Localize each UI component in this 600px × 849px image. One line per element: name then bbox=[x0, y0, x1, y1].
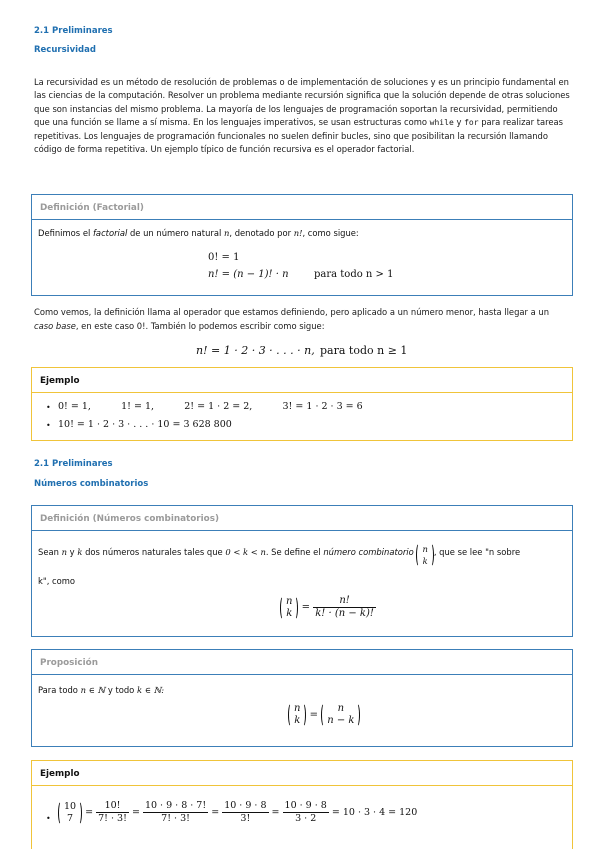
example-factorial-box bbox=[31, 367, 573, 441]
fraction-numerator: n! bbox=[313, 595, 376, 608]
fraction-1 bbox=[96, 800, 129, 825]
middle-line1: Como vemos, la definición llama al operador que estamos definiendo, pero aplicado a un número menor, hasta llegar a un bbox=[34, 307, 550, 317]
bullet: • bbox=[46, 814, 51, 823]
fraction-numerator: 10! bbox=[96, 800, 129, 813]
fraction-denominator: 3 · 2 bbox=[295, 813, 317, 824]
fraction-denominator: 7! · 3! bbox=[161, 813, 190, 824]
product-equation: n! = 1 · 2 · 3 · . . . · n, bbox=[196, 344, 315, 357]
example-combinatorial-box bbox=[31, 760, 573, 849]
definition-combinatorial-box bbox=[31, 505, 573, 637]
definition-factorial-heading: Definición (Factorial) bbox=[32, 195, 572, 220]
binom-top: n bbox=[337, 703, 345, 714]
definition-combinatorial-heading: Definición (Números combinatorios) bbox=[32, 506, 572, 531]
formula-binomial bbox=[280, 596, 298, 620]
middle-line2: , en este caso 0!. También lo podemos escribir como sigue: bbox=[75, 321, 325, 331]
prop-and: y todo bbox=[107, 685, 135, 695]
example-factorial-heading: Ejemplo bbox=[32, 368, 572, 393]
definition-factorial-box bbox=[31, 194, 573, 296]
product-equation-condition: para todo n ≥ 1 bbox=[320, 344, 408, 357]
def-text-d: , como sigue: bbox=[302, 228, 359, 238]
comb-y: y bbox=[69, 547, 75, 557]
fraction-denominator: 3! bbox=[240, 813, 251, 824]
paragraph-and: y bbox=[456, 117, 462, 128]
inline-binomial bbox=[416, 543, 433, 567]
factorial-eq1: 0! = 1 bbox=[208, 252, 240, 263]
factorial-intro bbox=[38, 228, 359, 238]
section-number-title: 2.1 Preliminares bbox=[34, 26, 113, 36]
fraction-denominator: 7! · 3! bbox=[98, 813, 127, 824]
comb-em: número combinatorio bbox=[323, 547, 414, 557]
binom-top: n bbox=[286, 595, 293, 607]
binom-top: 10 bbox=[64, 800, 77, 812]
combinatorial-intro bbox=[38, 543, 568, 567]
comb-var-n: n bbox=[61, 547, 67, 557]
prop-n-in: n ∈ ℕ bbox=[80, 685, 106, 695]
code-while: while bbox=[429, 118, 454, 128]
comb-text-e: k", como bbox=[38, 576, 76, 586]
equals-sign: = bbox=[301, 602, 311, 613]
def-var-n: n bbox=[223, 228, 230, 238]
example-item-1: 0! = 1, 1! = 1, 2! = 1 · 2 = 2, 3! = 1 · 2 · 3 = 6 bbox=[58, 401, 363, 412]
example-binomial bbox=[58, 801, 82, 825]
comb-text-c: . Se define el bbox=[265, 547, 321, 557]
lhs-binomial bbox=[288, 703, 306, 727]
def-text-a: Definimos el bbox=[38, 228, 91, 238]
proposition-box bbox=[31, 649, 573, 747]
middle-text bbox=[34, 305, 570, 333]
combinatorial-formula bbox=[280, 595, 376, 620]
equals-sign: = bbox=[211, 807, 220, 818]
def-var-nfact: n! bbox=[293, 228, 303, 238]
fraction-4 bbox=[283, 800, 329, 825]
example-combinatorial-heading: Ejemplo bbox=[32, 761, 572, 786]
comb-var-k: k bbox=[77, 547, 83, 557]
equals-sign: = bbox=[85, 807, 94, 818]
paragraph-text: La recursividad es un método de resolución de problemas o de implementación de soluciones y es un principio fundamental en las ciencias de la computación. Resolver un problema mediante recursión significa que la solución depende de otras soluciones que son instancias del mismo problema. La mayoría de los lenguajes de programación soportan la recursividad, permitiendo que una función se llame a sí misma. En los lenguajes imperativos, se usan estructuras como bbox=[34, 77, 570, 128]
equals-sign: = bbox=[309, 709, 319, 721]
binom-bottom: 7 bbox=[67, 812, 74, 824]
fraction-denominator: k! · (n − k)! bbox=[315, 608, 374, 619]
section-subtitle-recursividad: Recursividad bbox=[34, 45, 96, 55]
fraction-3 bbox=[222, 800, 268, 825]
def-text-em: factorial bbox=[92, 228, 128, 238]
fraction-numerator: 10 · 9 · 8 · 7! bbox=[144, 800, 207, 811]
factorial-eq2: n! = (n − 1)! · n bbox=[208, 269, 289, 280]
proposition-heading: Proposición bbox=[32, 650, 572, 675]
example-item-2: 10! = 1 · 2 · 3 · . . . · 10 = 3 628 800 bbox=[58, 419, 232, 430]
def-text-c: , denotado por bbox=[229, 228, 292, 238]
fraction-numerator: 10 · 9 · 8 bbox=[284, 800, 327, 811]
recursion-paragraph bbox=[34, 76, 570, 156]
paragraph-end: para realizar tareas repetitivas. Los lenguajes de programación funcionales no suelen definir bucles, sino que posibilitan la recursión llamando código de forma repetitiva. Un ejemplo típico de función recursiva es el operador factorial. bbox=[34, 117, 564, 155]
section-subtitle-combinatorios: Números combinatorios bbox=[34, 479, 149, 489]
prop-text: Para todo bbox=[38, 685, 78, 695]
binom-bottom: n − k bbox=[327, 715, 355, 726]
binom-bottom: k bbox=[286, 607, 293, 619]
symmetry-identity bbox=[288, 703, 360, 727]
factorial-eq2-condition: para todo n > 1 bbox=[314, 269, 394, 280]
binom-bottom: k bbox=[422, 556, 428, 566]
binom-top: n bbox=[294, 703, 301, 714]
equals-sign: = bbox=[131, 807, 140, 818]
bullet: • bbox=[46, 421, 51, 430]
fraction-2 bbox=[143, 800, 208, 825]
fraction-numerator: 10 · 9 · 8 bbox=[224, 800, 267, 811]
comb-text-b: dos números naturales tales que bbox=[85, 547, 223, 557]
formula-fraction bbox=[313, 595, 376, 620]
example-result: = 10 · 3 · 4 = 120 bbox=[331, 807, 418, 818]
binom-top: n bbox=[422, 544, 428, 554]
proposition-text bbox=[38, 685, 164, 695]
example-computation bbox=[58, 800, 417, 825]
comb-text-d: , que se lee "n sobre bbox=[433, 547, 521, 557]
prop-k-in: k ∈ ℕ: bbox=[136, 685, 165, 695]
middle-em: caso base bbox=[34, 321, 76, 331]
comb-inequality: 0 < k < n bbox=[225, 547, 266, 557]
equals-sign: = bbox=[271, 807, 280, 818]
rhs-binomial bbox=[321, 703, 360, 727]
section-number-title-2: 2.1 Preliminares bbox=[34, 459, 113, 469]
def-text-b: de un número natural bbox=[129, 228, 222, 238]
code-for: for bbox=[464, 118, 479, 128]
bullet: • bbox=[46, 403, 51, 412]
comb-text-a: Sean bbox=[38, 547, 59, 557]
binom-bottom: k bbox=[294, 715, 301, 726]
